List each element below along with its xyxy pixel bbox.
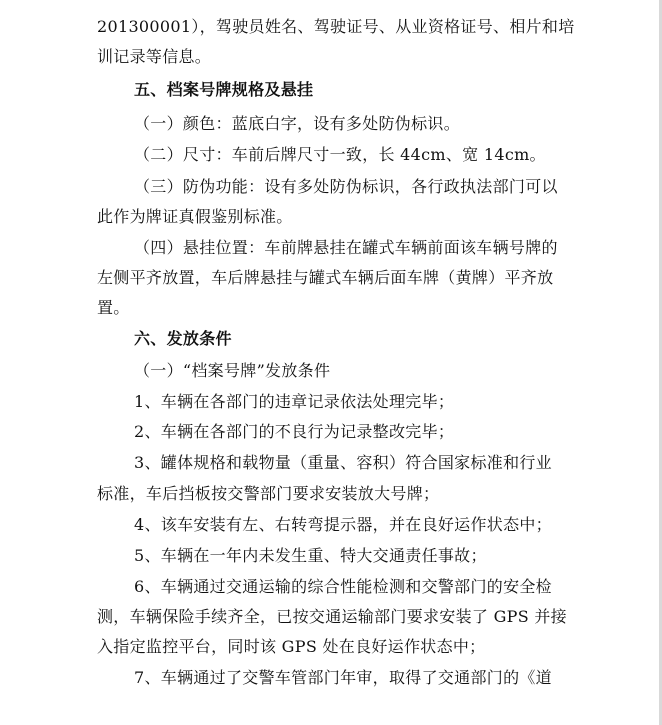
section-5-item: （四）悬挂位置：车前牌悬挂在罐式车辆前面该车辆号牌的 <box>134 238 558 257</box>
section-6-item: 2、车辆在各部门的不良行为记录整改完毕； <box>134 422 455 441</box>
section-5-item: 左侧平齐放置，车后牌悬挂与罐式车辆后面车牌（黄牌）平齐放 <box>97 268 554 287</box>
section-6-item: 测，车辆保险手续齐全，已按交通运输部门要求安装了 GPS 并接 <box>97 607 567 626</box>
section-6-item: （一）“档案号牌”发放条件 <box>134 361 331 380</box>
section-5-item: （三）防伪功能：设有多处防伪标识，各行政执法部门可以 <box>134 177 558 196</box>
section-6-item: 入指定监控平台，同时该 GPS 处在良好运作状态中； <box>97 637 486 656</box>
section-5-item: 置。 <box>97 298 130 317</box>
section-5-item: （一）颜色：蓝底白字，设有多处防伪标识。 <box>134 114 461 133</box>
section-5-item: 此作为牌证真假鉴别标准。 <box>97 207 293 226</box>
section-5-heading: 五、档案号牌规格及悬挂 <box>134 80 314 99</box>
section-6-heading: 六、发放条件 <box>134 329 232 348</box>
section-5-item: （二）尺寸：车前后牌尺寸一致，长 44cm、宽 14cm。 <box>134 145 546 164</box>
section-6-item: 1、车辆在各部门的违章记录依法处理完毕； <box>134 392 455 411</box>
section-6-item: 5、车辆在一年内未发生重、特大交通责任事故； <box>134 546 487 565</box>
section-6-item: 3、罐体规格和载物量（重量、容积）符合国家标准和行业 <box>134 453 552 472</box>
section-6-item: 标准，车后挡板按交警部门要求安装放大号牌； <box>97 484 440 503</box>
section-6-item: 4、该车安装有左、右转弯提示器，并在良好运作状态中； <box>134 515 552 534</box>
intro-line: 201300001），驾驶员姓名、驾驶证号、从业资格证号、相片和培 <box>97 17 575 36</box>
section-6-item: 6、车辆通过交通运输的综合性能检测和交警部门的安全检 <box>134 577 552 596</box>
section-6-item: 7、车辆通过了交警车管部门年审，取得了交通部门的《道 <box>134 668 552 687</box>
intro-line: 训记录等信息。 <box>97 47 212 66</box>
